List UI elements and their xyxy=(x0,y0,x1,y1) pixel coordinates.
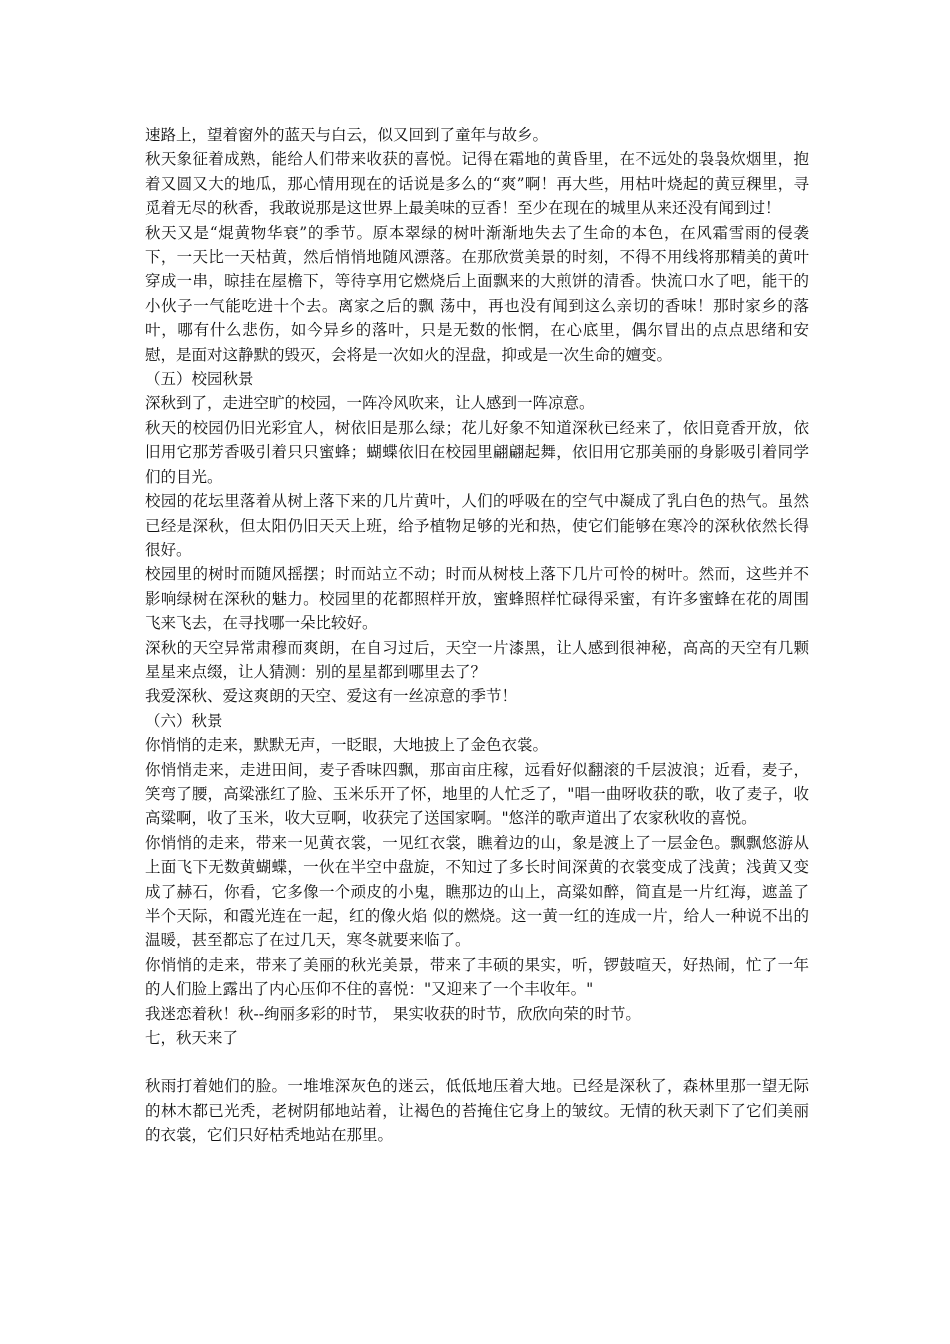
paragraph: 秋天的校园仍旧光彩宜人，树依旧是那么绿；花儿好象不知道深秋已经来了，依旧竟香开放，依旧用它那芳香吸引着只只蜜蜂；蝴蝶依旧在校园里翩翩起舞，依旧用它那美丽的身影吸引着同学们的目光。 xyxy=(145,418,809,486)
section-heading: 七，秋天来了 xyxy=(145,1029,239,1048)
paragraph: 你悄悄的走来，带来一见黄衣裳，一见红衣裳，瞧着边的山，象是渡上了一层金色。飘飘悠游从上面飞下无数黄蝴蝶，一伙在半空中盘旋，不知过了多长时间深黄的衣裳变成了浅黄；浅黄又变成了赫石，你看，它多像一个顽皮的小鬼，瞧那边的山上，高粱如醉，简直是一片红海，遮盖了半个天际，和霞光连在一起，红的像火焰 似的燃烧。这一黄一红的连成一片，给人一种说不出的温暖，甚至都忘了在过几天，寒冬就要来临了。 xyxy=(145,833,809,950)
paragraph: 校园里的树时而随风摇摆；时而站立不动；时而从树枝上落下几片可怜的树叶。然而，这些并不影响绿树在深秋的魅力。校园里的花都照样开放，蜜蜂照样忙碌得采蜜，有许多蜜蜂在花的周围飞来飞去，在寻找哪一朵比较好。 xyxy=(145,565,809,633)
paragraph: 秋雨打着她们的脸。一堆堆深灰色的迷云，低低地压着大地。已经是深秋了，森林里那一望无际的林木都已光秃，老树阴郁地站着，让褐色的苔掩住它身上的皱纹。无情的秋天剥下了它们美丽的衣裳，它们只好枯秃地站在那里。 xyxy=(145,1077,809,1145)
paragraph: 深秋到了，走进空旷的校园，一阵冷风吹来，让人感到一阵凉意。 xyxy=(145,394,595,413)
section-heading: （五）校园秋景 xyxy=(145,370,254,389)
paragraph: 深秋的天空异常肃穆而爽朗，在自习过后，天空一片漆黑，让人感到很神秘，高高的天空有几颗星星来点缀，让人猜测：别的星星都到哪里去了？ xyxy=(145,638,809,681)
paragraph: 你悄悄的走来，默默无声，一眨眼，大地披上了金色衣裳。 xyxy=(145,736,549,755)
paragraph: 秋天又是“焜黄物华衰”的季节。原本翠绿的树叶渐渐地失去了生命的本色，在风霜雪雨的侵袭下，一天比一天枯黄，然后悄悄地随风漂落。在那欣赏美景的时刻，不得不用线将那精美的黄叶穿成一串，晾挂在屋檐下，等待享用它燃烧后上面飘来的大煎饼的清香。快流口水了吧，能干的小伙子一气能吃进十个去。离家之后的飘 荡中，再也没有闻到这么亲切的香味！那时家乡的落叶，哪有什么悲伤，如今异乡的落叶，只是无数的怅惘，在心底里，偶尔冒出的点点思绪和安慰，是面对这静默的毁灭，会将是一次如火的涅盘，抑或是一次生命的嬗变。 xyxy=(145,223,809,364)
paragraph: 你悄悄走来，走进田间，麦子香味四飘，那亩亩庄稼，远看好似翻滚的千层波浪；近看，麦子，笑弯了腰，高粱涨红了脸、玉米乐开了怀，地里的人忙乏了，"唱一曲呀收获的歌，收了麦子，收高粱啊，收了玉米，收大豆啊，收获完了送国家啊。"悠洋的歌声道出了农家秋收的喜悦。 xyxy=(145,760,809,828)
paragraph: 我迷恋着秋！秋--绚丽多彩的时节， 果实收获的时节，欣欣向荣的时节。 xyxy=(145,1004,641,1023)
paragraph: 速路上，望着窗外的蓝天与白云，似又回到了童年与故乡。 xyxy=(145,126,549,144)
section-heading: （六）秋景 xyxy=(145,711,223,730)
document-body xyxy=(145,123,809,1148)
paragraph: 你悄悄的走来，带来了美丽的秋光美景，带来了丰硕的果实，听，锣鼓喧天，好热闹，忙了一年的人们脸上露出了内心压仰不住的喜悦："又迎来了一个丰收年。" xyxy=(145,955,809,999)
paragraph: 我爱深秋、爱这爽朗的天空、爱这有一丝凉意的季节！ xyxy=(145,687,518,706)
blank-line xyxy=(145,1050,809,1074)
paragraph: 秋天象征着成熟，能给人们带来收获的喜悦。记得在霜地的黄昏里，在不远处的袅袅炊烟里，抱着又圆又大的地瓜，那心情用现在的话说是多么的“爽”啊！再大些，用枯叶烧起的黄豆稞里，寻觅着无尽的秋香，我敢说那是这世界上最美味的豆香！至少在现在的城里从来还没有闻到过！ xyxy=(145,150,809,218)
paragraph: 校园的花坛里落着从树上落下来的几片黄叶，人们的呼吸在的空气中凝成了乳白色的热气。虽然已经是深秋，但太阳仍旧天天上班，给予植物足够的光和热，使它们能够在寒冷的深秋依然长得很好。 xyxy=(145,492,809,559)
